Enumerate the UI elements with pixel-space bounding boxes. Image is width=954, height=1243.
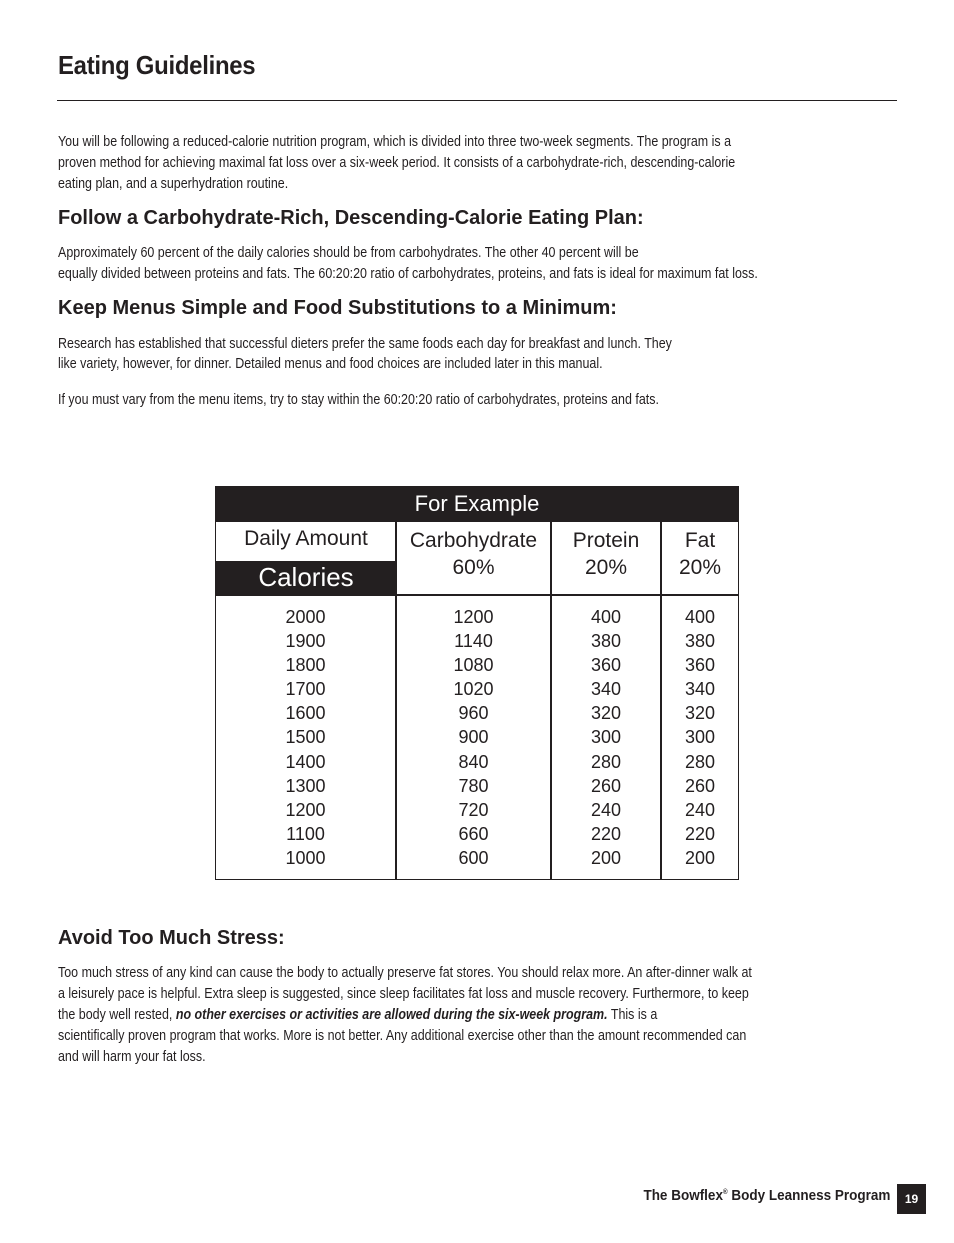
calories-column: [216, 605, 395, 870]
fat-cell: 320: [684, 703, 716, 724]
carbohydrate-cell: 720: [458, 799, 489, 820]
carbohydrate-cell: 660: [458, 823, 489, 844]
menus-note: If you must vary from the menu items, try to stay within the 60:20:20 ratio of carbohydrates, proteins and fats.: [58, 392, 659, 408]
carb-line-2: equally divided between proteins and fats. The 60:20:20 ratio of carbohydrates, proteins, and fats is ideal for maximum fat loss.: [58, 266, 758, 282]
fat-cell: 240: [684, 799, 716, 820]
intro-line-2: proven method for achieving maximal fat loss over a six-week period. It consists of a carbohydrate-rich, descending-calorie: [58, 155, 736, 171]
page-number: 19: [897, 1184, 926, 1214]
stress-line-3: [58, 1005, 657, 1026]
footer-rest: Body Leanness Program: [727, 1187, 890, 1204]
calories-cell: 1600: [285, 703, 326, 724]
intro-line-3: eating plan, and a superhydration routine.: [58, 176, 289, 192]
example-table: [215, 486, 739, 880]
menus-line-2: like variety, however, for dinner. Detailed menus and food choices are included later in this manual.: [58, 356, 603, 372]
fat-cell: 280: [684, 751, 716, 772]
carbohydrate-cell: 1200: [453, 607, 494, 627]
protein-cell: 320: [590, 703, 622, 724]
stress-line-2: a leisurely pace is helpful. Extra sleep is suggested, since sleep facilitates fat loss and muscle recovery. Furthermore, to keep: [58, 986, 749, 1002]
calories-cell: 1100: [286, 823, 325, 844]
protein-cell: 280: [590, 751, 622, 772]
stress-line-1: Too much stress of any kind can cause the body to actually preserve fat stores. You should relax more. An after-dinner walk at: [58, 965, 752, 981]
protein-column: [552, 605, 660, 870]
table-title: For Example: [216, 487, 738, 522]
protein-percent: 20%: [584, 556, 628, 579]
carbohydrate-cell: 1140: [454, 631, 493, 652]
fat-percent: 20%: [678, 556, 722, 579]
carbohydrate-cell: 1020: [453, 679, 494, 700]
carb-line-1: Approximately 60 percent of the daily calories should be from carbohydrates. The other 40 percent will be: [58, 245, 639, 261]
protein-cell: 220: [590, 823, 622, 844]
intro-line-1: You will be following a reduced-calorie nutrition program, which is divided into three two-week segments. The program is a: [58, 134, 732, 150]
carbohydrate-header: [397, 527, 550, 581]
footer-brand: The Bowflex: [643, 1187, 723, 1204]
fat-cell: 300: [684, 727, 716, 748]
menus-line-1: Research has established that successful dieters prefer the same foods each day for breakfast and lunch. They: [58, 336, 672, 352]
carbohydrate-cell: 780: [458, 775, 489, 796]
title-divider: [57, 100, 897, 101]
calories-cell: 1300: [285, 775, 326, 796]
calories-cell: 1000: [285, 847, 326, 868]
protein-cell: 200: [590, 847, 622, 868]
stress-line-4: scientifically proven program that works. More is not better. Any additional exercise other than the amount recommended can: [58, 1028, 747, 1044]
calories-cell: 1500: [285, 727, 326, 748]
calories-cell: 2000: [285, 607, 326, 627]
fat-cell: 200: [684, 847, 716, 868]
protein-cell: 400: [590, 607, 622, 627]
carbohydrate-column: [397, 605, 550, 870]
fat-column: [662, 605, 738, 870]
stress-line-3-post: This is a: [607, 1007, 658, 1023]
carbohydrate-cell: 1080: [453, 655, 494, 676]
calories-cell: 1200: [285, 799, 326, 820]
carbohydrate-cell: 840: [458, 751, 489, 772]
stress-line-5: and will harm your fat loss.: [58, 1049, 206, 1065]
footer-title: [643, 1187, 890, 1204]
fat-cell: 360: [684, 655, 716, 676]
fat-cell: 400: [684, 607, 716, 627]
protein-cell: 340: [590, 679, 622, 700]
stress-heading: Avoid Too Much Stress:: [58, 927, 285, 949]
carb-heading: Follow a Carbohydrate-Rich, Descending-Calorie Eating Plan:: [58, 207, 644, 229]
protein-cell: 300: [590, 727, 622, 748]
protein-cell: 260: [590, 775, 622, 796]
calories-cell: 1700: [285, 679, 326, 700]
carbohydrate-percent: 60%: [452, 556, 495, 579]
registered-mark: ®: [722, 1189, 728, 1196]
page-title: Eating Guidelines: [58, 50, 256, 80]
carbohydrate-cell: 960: [458, 703, 489, 724]
stress-emphasis: no other exercises or activities are allowed during the six-week program.: [175, 1007, 608, 1023]
header-divider: [216, 594, 738, 596]
fat-label: Fat: [684, 529, 716, 552]
protein-cell: 240: [590, 799, 622, 820]
carbohydrate-cell: 600: [458, 847, 489, 868]
daily-amount-label: Daily Amount: [244, 527, 368, 550]
calories-label: Calories: [216, 561, 396, 594]
calories-cell: 1400: [285, 751, 326, 772]
fat-cell: 380: [684, 631, 716, 652]
fat-cell: 260: [684, 775, 716, 796]
calories-cell: 1900: [285, 631, 326, 652]
fat-cell: 340: [684, 679, 716, 700]
fat-header: [662, 527, 738, 581]
carbohydrate-cell: 900: [458, 727, 489, 748]
protein-label: Protein: [572, 529, 640, 552]
protein-cell: 360: [590, 655, 622, 676]
menus-heading: Keep Menus Simple and Food Substitutions to a Minimum:: [58, 297, 617, 319]
protein-cell: 380: [590, 631, 622, 652]
calories-cell: 1800: [285, 655, 326, 676]
carbohydrate-label: Carbohydrate: [409, 529, 538, 552]
protein-header: [552, 527, 660, 581]
fat-cell: 220: [684, 823, 716, 844]
stress-line-3-pre: the body well rested,: [58, 1007, 176, 1023]
